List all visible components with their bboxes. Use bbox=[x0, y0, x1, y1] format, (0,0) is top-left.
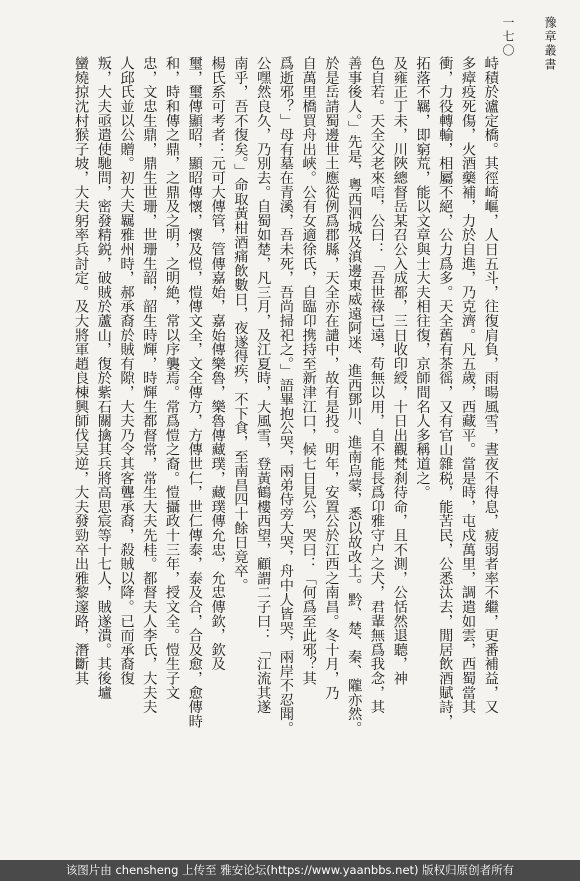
text-column: 人邱氏並以公贈。初大夫羈雅州時，郝承裔於賊有隙，大夫乃令其客聾承裔，殺賊以降。已而承裔復 bbox=[118, 56, 135, 686]
text-column: 公嘿然良久，乃別去。自蜀如楚，凡三月，及江夏時，大風雪，登黃鶴樓西望，顧謂二子曰：「江流其遂 bbox=[255, 56, 272, 714]
watermark-banner: 该图片由 chensheng 上传至 雅安论坛(https://www.yaanbbs.net) 版权归原创者所有 bbox=[0, 860, 580, 881]
text-column: 色自若。天全父老來唁，公曰：「吾世祿已遠，苟無以用，自不能長爲卬雅守户之犬，君輩無爲我念，其 bbox=[368, 56, 385, 714]
text-column: 自萬里橋買舟出峽。公有女適徐氏，自臨卬携持至新津江口，候七日見公，哭曰：「何爲至此邪？其 bbox=[300, 56, 317, 686]
book-title: 豫章叢書 bbox=[543, 16, 557, 72]
text-column: 和，時和傳之鼎，之鼎及之明，之明絶，常以序襲焉。常爲愷之裔。愷攝政十三年，授文全。愷生子文 bbox=[164, 56, 181, 700]
text-column: 忠，文忠生鼎，鼎生世珊，世珊生韶，韶生時輝，時輝生都督常，常生大夫先桂。都督夫人李氏，大夫夫 bbox=[141, 56, 158, 714]
text-column: 南乎，吾不復矣。」命取黃柑酒痛飲數日，夜遂得疾，不下食，至南昌四十餘日竟卒。 bbox=[232, 56, 249, 593]
page-number: 一七〇 bbox=[501, 16, 515, 58]
text-column: 於是岳請蜀邊世土應從例爲郡縣，天全亦在譴中，故有是投。明年，安置公於江西之南昌。冬十月，乃 bbox=[323, 56, 340, 700]
text-column: 多瘴疫死傷，火酒藥補，力於自進，乃克濟。凡五歲，西藏平。當是時，屯戍萬里，調遣如雲，西蜀當其 bbox=[460, 56, 477, 714]
text-column: 叛，大夫亟遣使馳問，密發精鋭，破賊於蘆山，復於紫石關擒其兵將高思宸等十七人，賊遂潰。其後壚 bbox=[95, 56, 112, 700]
text-column: 爲逝邪？」母有墓在青溪，吾未死，吾尚掃祀之。」語畢抱公哭，兩弟侍旁大哭，舟中人皆哭，兩岸不忍聞。 bbox=[277, 56, 294, 736]
main-text bbox=[70, 56, 500, 816]
text-column: 善事後人。」先是，粵西泗城及滇邊東威遠阿迷、進西鄧川、進南烏蒙，悉以故改土。黔、楚、秦、隴亦然。 bbox=[346, 56, 363, 736]
text-column: 蠻燒掠沈村猴子坡，大夫躬率兵討定。及大將軍趙良棟興師伐吴逆，大夫發勁卒出雅黎邃路，潛斷其 bbox=[73, 56, 89, 686]
text-column: 及雍正丁未，川陜總督岳某召公入成都，三日收印綬，十日出觀梵刹待命，且不測，公恬然退聽，神 bbox=[391, 56, 408, 686]
text-column: 拓落不羈，即窮荒，能以文章與士大夫相往復，京師間名人多稱道之。 bbox=[414, 56, 431, 500]
text-column: 峙積於瀘定橋。其徑崎嶇，人日五斗，往復肩負，雨暘風雪，晝夜不得息，疲弱者率不繼，更番補益，又 bbox=[482, 56, 499, 714]
text-column: 衝，力役轉輸，相屬不絕，公力爲多。天全舊有茶徭，又有官山雜税，能苦民，公悉汰去，閒居飲酒賦詩， bbox=[437, 56, 454, 729]
text-column: 楊氏系可考者：元可大傳管，管傳嘉始，嘉始傳樂魯，樂魯傳藏璞，藏璞傳允忠，允忠傳欽，欽及 bbox=[209, 56, 226, 671]
text-column: 璽，璽傳顯昭，顯昭傳懷，懷及愷，愷傳文全，文全傳方，方傳世仁，世仁傳泰，泰及合，合及愈，愈傳時 bbox=[186, 56, 203, 729]
